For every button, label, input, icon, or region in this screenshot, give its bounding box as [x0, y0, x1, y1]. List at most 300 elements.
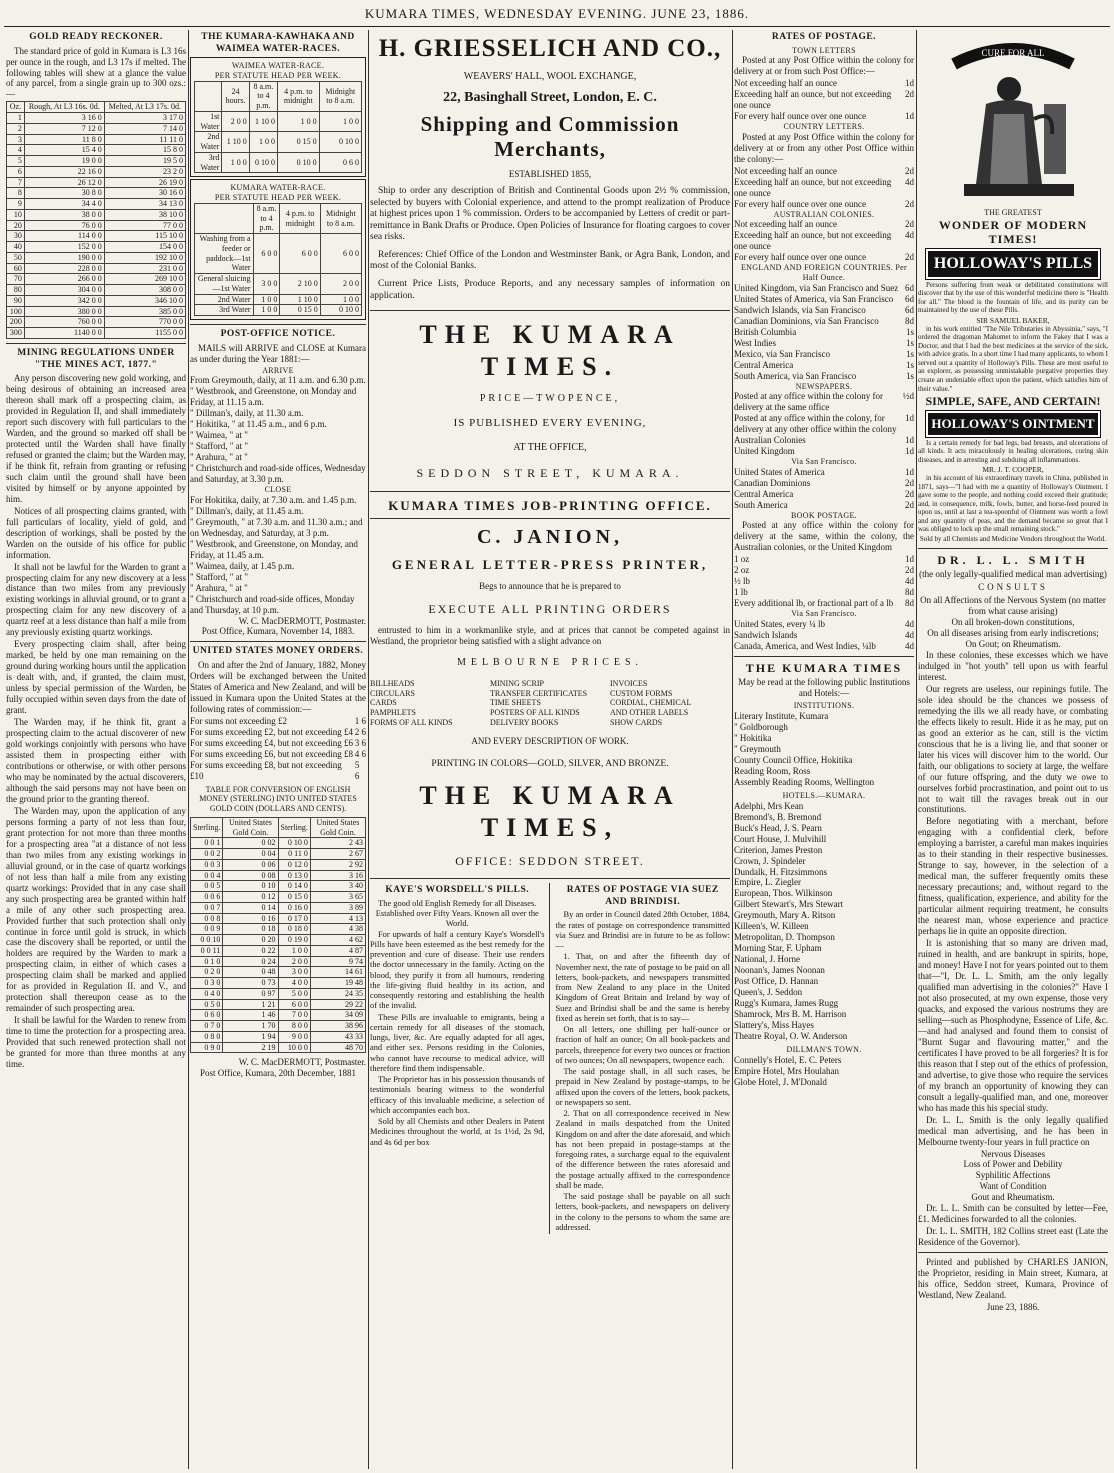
rate-row — [734, 500, 914, 511]
rate-row — [734, 489, 914, 500]
conversion-cell: 0 02 — [223, 838, 278, 849]
gold-cell: 380 0 0 — [24, 306, 104, 317]
gold-cell: 34 13 0 — [104, 199, 185, 210]
gold-cell: 50 — [7, 252, 25, 263]
hotel-item: Gilbert Stewart's, Mrs Stewart — [734, 899, 844, 910]
rate-row-label: Canada, America, and West Indies, ¼lb — [734, 640, 876, 651]
arrive-line: From Greymouth, daily, at 11 a.m. and 6.30 p.m. — [190, 375, 366, 386]
janion-begs: Begs to announce that he is prepared to — [479, 581, 621, 592]
gold-cell: 76 0 0 — [24, 220, 104, 231]
kumara-cell: 2 10 0 — [280, 274, 320, 295]
conversion-cell: 4 62 — [310, 935, 365, 946]
column-rule — [916, 30, 917, 1469]
rate-row-value: ½d — [902, 391, 914, 402]
gold-row — [7, 317, 186, 328]
conversion-cell: 0 16 0 — [278, 902, 310, 913]
rate-row — [734, 446, 914, 457]
printing-item: FORMS OF ALL KINDS — [370, 717, 453, 727]
conversion-row — [191, 913, 366, 924]
conversion-cell: 0 13 0 — [278, 870, 310, 881]
conversion-cell: 0 17 0 — [278, 913, 310, 924]
australian-rates — [734, 219, 914, 263]
waimea-cell: 1 10 0 — [249, 111, 277, 132]
gold-cell: 80 — [7, 285, 25, 296]
conversion-cell: 0 0 11 — [191, 945, 223, 956]
rate-row — [734, 371, 914, 382]
wonder-label: WONDER OF MODERN TIMES! — [938, 217, 1088, 247]
kumara-box — [190, 179, 366, 320]
conversion-row — [191, 935, 366, 946]
janion-name: C. JANION, — [476, 525, 624, 548]
rate-row-label: Sandwich Islands, via San Francisco — [734, 304, 866, 315]
gold-row — [7, 156, 186, 167]
dr-p2: Our regrets are useless, our repinings futile. The sole idea should be the chances we possess of remedying the ills we all ready have, or combating the effects likely to result. Hide it as he may, put on as good an exterior as he can, still is the victim conscious that he is a living lie, and that sooner or later his vices will discover him to the world. Our faith, our obligations to society at large, the welfare of our future offspring, and the duty we owe to ourselves forbid procrastination, and point out to us not to wait till the ravages break out in our constitutions. — [918, 683, 1108, 815]
conversion-row — [191, 945, 366, 956]
rate-row-label: United States of America, via San Francisco — [734, 293, 894, 304]
money-order-rate — [190, 738, 366, 749]
column-postage — [734, 30, 914, 1469]
institution-item: County Council Office, Hokitika — [734, 755, 853, 766]
water-races-title: THE KUMARA-KAWHAKA AND WAIMEA WATER-RACES. — [201, 32, 355, 54]
conversion-header: United States Gold Coin. — [223, 817, 278, 838]
conversion-row — [191, 849, 366, 860]
conversion-cell: 0 0 6 — [191, 892, 223, 903]
hygeia-figure-icon — [924, 34, 1102, 204]
conversion-cell: 9 0 0 — [278, 1031, 310, 1042]
gold-cell: 114 0 0 — [24, 231, 104, 242]
gold-cell: 30 16 0 — [104, 188, 185, 199]
rate-row-label: ½ lb — [734, 576, 751, 587]
waimea-table — [194, 81, 362, 174]
money-order-rate-label: For sums exceeding £4, but not exceeding £6 — [190, 737, 353, 748]
post-office-date: Post Office, Kumara, November 14, 1883. — [201, 626, 355, 637]
hotel-item: Shamrock, Mrs B. M. Harrison — [734, 1009, 847, 1020]
england-rates — [734, 283, 914, 382]
cooper-name: MR. J. T. COOPER, — [982, 465, 1044, 475]
rate-row-label: Posted at any office within the colony for delivery at the same office — [734, 391, 884, 413]
kumara-header: Midnight to 8 a.m. — [320, 203, 361, 233]
kumara-cell: 1 0 0 — [320, 294, 361, 305]
mining-regulations-body — [6, 373, 186, 1070]
kumara-times-title-2: THE KUMARA TIMES, — [419, 781, 681, 842]
close-line: " Dillman's, daily, at 11.45 a.m. — [190, 505, 304, 516]
gold-row — [7, 263, 186, 274]
conversion-row — [191, 924, 366, 935]
kumara-times-published: IS PUBLISHED EVERY EVENING, — [453, 416, 647, 429]
rate-row — [734, 199, 914, 210]
hotel-item: Greymouth, Mary A. Ritson — [734, 910, 836, 921]
griesselich-price-lists: Current Price Lists, Produce Reports, and any necessary samples of information on application. — [370, 279, 730, 301]
rate-row-value: 1d — [905, 413, 914, 424]
gold-cell: 308 0 0 — [104, 285, 185, 296]
conversion-row — [191, 999, 366, 1010]
money-orders-text: On and after the 2nd of January, 1882, Money Orders will be exchanged between the United States of America and New Zealand, and will be issued in Kumara upon the United States at the following rates of commission:— — [190, 660, 366, 714]
rate-row-label: Not exceeding half an ounce — [734, 219, 837, 230]
gold-row — [7, 177, 186, 188]
close-line: " Westbrook, and Greenstone, on Monday, and Friday, at 11.45 a.m. — [190, 538, 358, 560]
gold-row — [7, 285, 186, 296]
money-order-rate-value: 1 6 — [354, 715, 366, 726]
conversion-cell: 2 43 — [310, 838, 365, 849]
money-order-rate — [190, 749, 366, 760]
conversion-cell: 4 87 — [310, 945, 365, 956]
hotel-item: Empire Hotel, Mrs Houlahan — [734, 1065, 839, 1076]
rate-row-label: For every half ounce over one ounce — [734, 111, 866, 122]
institution-item: Assembly Reading Rooms, Wellington — [734, 776, 875, 787]
kumara-header: 4 p.m. to midnight — [280, 203, 320, 233]
rate-row-label: Central America — [734, 488, 794, 499]
gold-cell: 200 — [7, 317, 25, 328]
conversion-cell: 4 13 — [310, 913, 365, 924]
conversion-cell: 0 10 — [223, 881, 278, 892]
rate-row-value: 8d — [905, 315, 914, 326]
every-description: AND EVERY DESCRIPTION OF WORK. — [471, 735, 629, 746]
waimea-header: 24 hours. — [222, 81, 249, 111]
rate-row — [734, 111, 914, 122]
rate-row — [734, 467, 914, 478]
rate-row-label: Exceeding half an ounce, but not exceeding one ounce — [734, 176, 892, 198]
gold-cell: 19 5 0 — [104, 156, 185, 167]
waimea-cell: 2nd Water — [195, 132, 222, 153]
conversion-cell: 0 12 0 — [278, 859, 310, 870]
rate-row-value: 2d — [905, 165, 914, 176]
kumara-cell: General sluicing—1st Water — [195, 274, 254, 295]
dr-p4: It is astonishing that so many are driven mad, ruined in health, and are bankrupt in spirits, hope, and money! Have I not for years pointed out to them that—"I, Dr. L. L. Smith, am the only legally qualified man advertising in the colonies?" Have I not also prosecuted, at my own expense, those very quacks, and exposed the various nostrums they are selling—such as Phosphodyne, Essence of Life, &c.—and had analysed and found them to consist of "Burnt Sugar and flavouring matter," and the certificates I have proved to be all forgeries? It is for this reason that I step out of the ethics of profession, and advertise, to give those who require the services of my branch an opportunity of knowing they can consult a legally-qualified man, and one, moreover who has made this his special study. — [918, 938, 1108, 1113]
conversion-cell: 0 12 — [223, 892, 278, 903]
gold-cell: 8 — [7, 188, 25, 199]
rate-row — [734, 316, 914, 327]
kumara-cell: 2nd Water — [195, 294, 254, 305]
conversion-cell: 48 70 — [310, 1042, 365, 1053]
conversion-cell: 2 92 — [310, 859, 365, 870]
griesselich-trade: Shipping and Commission Merchants, — [420, 111, 680, 162]
conversion-cell: 2 67 — [310, 849, 365, 860]
conversion-row — [191, 1042, 366, 1053]
hotels-list — [734, 801, 914, 1042]
rate-row-value: 2d — [905, 198, 914, 209]
printing-colors: PRINTING IN COLORS—GOLD, SILVER, AND BRONZE. — [431, 758, 669, 769]
gold-cell: 7 14 0 — [104, 123, 185, 134]
baker-name: SIR SAMUEL BAKER, — [976, 315, 1050, 325]
conversion-cell: 0 18 — [223, 924, 278, 935]
printing-item: MINING SCRIP — [490, 678, 545, 688]
consults-label: CONSULTS — [978, 582, 1048, 593]
mining-paragraph: Every prospecting claim shall, after being marked, be held by one man remaining on the ground during working hours until the application is dealt with, and, if granted, the claim must, unless by special permission of the Warden, be fully occupied within seven days from the date of grant. — [6, 639, 186, 716]
gold-cell: 70 — [7, 274, 25, 285]
rate-row — [734, 554, 914, 565]
conversion-cell: 0 97 — [223, 988, 278, 999]
gold-row — [7, 328, 186, 339]
rate-row-value: 6d — [905, 282, 914, 293]
rate-row — [734, 598, 914, 609]
hotel-item: Criterion, James Preston — [734, 844, 823, 855]
book-postage-heading: BOOK POSTAGE. — [791, 510, 857, 520]
conversion-signature: W. C. MacDERMOTT, Postmaster. — [238, 1057, 366, 1068]
melbourne-prices: MELBOURNE PRICES. — [456, 656, 644, 668]
rate-row-label: For every half ounce over one ounce — [734, 198, 866, 209]
dr-p5: Dr. L. L. Smith is the only legally qualified medical man advertising, and he has been in Melbourne twenty-four years in full practice on — [918, 1114, 1108, 1147]
holloway-illustration — [924, 34, 1102, 204]
arrive-heading: ARRIVE — [262, 365, 294, 375]
conversion-cell: 0 48 — [223, 967, 278, 978]
conversion-cell: 0 0 10 — [191, 935, 223, 946]
printing-item: DELIVERY BOOKS — [490, 717, 559, 727]
arrive-line: " Dillman's, daily, at 11.30 a.m. — [190, 408, 304, 419]
rate-row-value: 4d — [905, 640, 914, 651]
waimea-cell: 1 10 0 — [222, 132, 249, 153]
rate-row-label: United States, every ¼ lb — [734, 618, 825, 629]
gold-cell: 3 16 0 — [24, 113, 104, 124]
hotel-item: Rugg's Kumara, James Rugg — [734, 998, 839, 1009]
town-rates — [734, 78, 914, 122]
kumara-times-price: PRICE—TWOPENCE, — [479, 392, 621, 404]
gold-cell: 90 — [7, 295, 25, 306]
mining-paragraph: The Warden may, upon the application of any persons forming a party of not less than four, grant protection for not more than three months for a prospecting area "at a distance of not less than two miles from any existing workings in alluvial ground, or in the case of quartz workings of not less than half a mile from any existing quartz workings: Provided that in any case shall any such prospecting area be granted within half a mile of any other such prospecting area. Provided further that such protection shall only continue in force until gold is struck, in which case the discovery shall be reported, or until the holders are required by the Warden to mark a prospecting claim, in either of which cases a prospecting claim shall be marked and applied for as provided in Regulation II. and V., and protection shall thereupon cease as to the remainder of such prospecting area. — [6, 805, 186, 1014]
rate-row — [734, 327, 914, 338]
conversion-cell: 4 0 0 — [278, 978, 310, 989]
close-line: " Stafford, " at " — [190, 571, 249, 582]
conversion-cell: 0 0 7 — [191, 902, 223, 913]
waimea-title: WAIMEA WATER-RACE. — [231, 61, 325, 71]
dr-consult-line: On all broken-down constitutions, — [951, 617, 1075, 627]
kumara-row — [195, 274, 362, 295]
rate-row-value: 1d — [905, 466, 914, 477]
mining-paragraph: It shall not be lawful for the Warden to grant a prospecting claim for any new discovery at a less distance than two miles from any previously existing workings in alluvial ground, or to grant a prospecting claim for any new discovery of a quartz reef at a less distance than half a mile from any previously existing quartz workings. — [6, 561, 186, 638]
gold-cell: 23 2 0 — [104, 166, 185, 177]
divider — [190, 641, 366, 642]
conversion-cell: 6 0 0 — [278, 999, 310, 1010]
rate-row-value: 1d — [905, 554, 914, 565]
waimea-cell: 1 0 0 — [278, 111, 320, 132]
gold-cell: 7 12 0 — [24, 123, 104, 134]
divider — [918, 548, 1108, 549]
brindisi-p4: The said postage shall, in all such cases, be prepaid in New Zealand by postage-stamps, to be affixed upon the covers of the letters, book packets, or newspapers so sent. — [555, 1067, 730, 1107]
waimea-cell: 3rd Water — [195, 152, 222, 173]
mining-paragraph: Any person discovering new gold working, and being desirous of obtaining an increased area thereon shall mark off a prospecting claim, as provided in Regulation II, and shall immediately report such discovery with full particulars to the Warden, and the ground so marked off shall be protected until the Warden shall have finally refused or granted the claim; but the Warden may, if he think fit, refrain from granting or refusing such claim until the ground shall have been visited by himself or by anyone appointed by him. — [6, 373, 186, 504]
conversion-cell: 0 14 — [223, 902, 278, 913]
conversion-cell: 14 61 — [310, 967, 365, 978]
sf-rates — [734, 467, 914, 511]
gold-cell: 38 10 0 — [104, 209, 185, 220]
rate-row — [734, 252, 914, 263]
greatest-label: THE GREATEST — [984, 208, 1042, 217]
kumara-header: 8 a.m. to 4 p.m. — [253, 203, 280, 233]
kumara-times-office: AT THE OFFICE, — [513, 442, 587, 454]
gold-cell: 152 0 0 — [24, 242, 104, 253]
conversion-row — [191, 1031, 366, 1042]
conversion-date: Post Office, Kumara, 20th December, 1881 — [200, 1068, 356, 1079]
arrive-line: " Christchurch and road-side offices, Wednesday and Saturday, at 3.30 p.m. — [190, 463, 366, 485]
hotel-item: Buck's Head, J. S. Pearn — [734, 822, 822, 833]
kayes-pills-ad — [370, 883, 550, 1234]
divider — [370, 310, 730, 311]
kumara-per: PER STATUTE HEAD PER WEEK. — [214, 193, 342, 203]
rate-row — [734, 219, 914, 230]
gold-reckoner-title: GOLD READY RECKONER. — [29, 32, 163, 42]
hotel-item: Metropolitan, D. Thompson — [734, 932, 835, 943]
arrive-line: " Westbrook, and Greenstone, on Monday and Friday, at 11.15 a.m. — [190, 386, 357, 408]
griesselich-references: References: Chief Office of the London and Westminster Bank, or Agra Bank, London, and most of the Colonial Banks. — [370, 249, 730, 272]
rate-row-label: Not exceeding half an ounce — [734, 78, 837, 89]
conversion-cell: 0 22 — [223, 945, 278, 956]
hollowa-pills-banner: HOLLOWAY'S PILLS — [926, 249, 1100, 279]
country-letters-text: Posted at any Post Office within the colony for delivery at or from any other Post Office within the colony:— — [734, 131, 914, 164]
divider — [918, 1252, 1108, 1253]
gold-cell: 266 0 0 — [24, 274, 104, 285]
conversion-header: Sterling. — [191, 817, 223, 838]
rate-row-label: United Kingdom — [734, 446, 795, 457]
dr-address: Dr. L. L. SMITH, 182 Collins street east (Late the Residence of the Governor). — [918, 1226, 1108, 1248]
conversion-cell: 0 2 0 — [191, 967, 223, 978]
conversion-cell: 0 0 5 — [191, 881, 223, 892]
brindisi-p1: By an order in Council dated 28th October, 1884, the rates of postage on correspondence transmitted via Suez and Brindisi are in future to be as follow:— — [555, 910, 730, 951]
conversion-cell: 0 15 0 — [278, 892, 310, 903]
rate-row-value: 4d — [905, 629, 914, 640]
kumara-cell: 1 0 0 — [253, 305, 280, 316]
close-line: " Christchurch and road-side offices, Monday and Thursday, at 10 p.m. — [190, 593, 355, 615]
printing-item: CORDIAL, CHEMICAL — [610, 698, 692, 708]
arrive-line: " Waimea, " at " — [190, 430, 248, 441]
gold-row — [7, 145, 186, 156]
divider — [370, 518, 730, 519]
gold-cell: 346 10 0 — [104, 295, 185, 306]
rate-row — [734, 283, 914, 294]
where-read-title: THE KUMARA TIMES — [745, 660, 903, 675]
rate-row-label: British Columbia — [734, 326, 797, 337]
masthead-rule — [4, 26, 1110, 27]
conversion-cell: 0 0 4 — [191, 870, 223, 881]
waimea-cell: 0 10 0 — [319, 132, 361, 153]
column-water-races — [190, 30, 366, 1469]
conversion-cell: 0 0 9 — [191, 924, 223, 935]
janion-trade: GENERAL LETTER-PRESS PRINTER, — [391, 557, 709, 573]
divider — [190, 324, 366, 325]
conversion-cell: 34 09 — [310, 1010, 365, 1021]
job-printing-title: KUMARA TIMES JOB-PRINTING OFFICE. — [388, 498, 712, 513]
rate-row-label: Exceeding half an ounce, but not exceeding one ounce — [734, 230, 892, 252]
conversion-cell: 0 06 — [223, 859, 278, 870]
rate-row-label: Australian Colonies — [734, 435, 806, 446]
conversion-cell: 1 21 — [223, 999, 278, 1010]
brindisi-p3: On all letters, one shilling per half-ounce or fraction of half an ounce; On all book-packets and parcels, threepence for every two ounces or fraction of two ounces; On all newspapers, twopence each. — [555, 1025, 730, 1065]
money-order-rate-label: For sums exceeding £2, but not exceeding £4 — [190, 726, 353, 737]
gold-cell: 34 4 0 — [24, 199, 104, 210]
gold-row — [7, 209, 186, 220]
rate-row-label: For every half ounce over one ounce — [734, 252, 866, 263]
conversion-cell: 0 8 0 — [191, 1031, 223, 1042]
dr-disease-item: Loss of Power and Debility — [963, 1159, 1063, 1170]
gold-cell: 30 — [7, 231, 25, 242]
dr-smith-title: DR. L. L. SMITH — [937, 552, 1089, 567]
rate-row — [734, 619, 914, 630]
gold-table — [6, 101, 186, 339]
conversion-cell: 38 96 — [310, 1021, 365, 1032]
gold-row — [7, 113, 186, 124]
close-line: For Hokitika, daily, at 7.30 a.m. and 1.45 p.m. — [190, 494, 357, 505]
hotel-item: Slattery's, Miss Hayes — [734, 1020, 814, 1031]
conversion-cell: 3 0 0 — [278, 967, 310, 978]
conversion-cell: 9 74 — [310, 956, 365, 967]
gold-cell: 760 0 0 — [24, 317, 104, 328]
conversion-title: TABLE FOR CONVERSION OF ENGLISH MONEY (STERLING) INTO UNITED STATES GOLD COIN (DOLLARS AND CENTS). — [199, 784, 357, 814]
institutions-list — [734, 711, 914, 788]
rate-row-value: 8d — [905, 587, 914, 598]
gold-cell: 231 0 0 — [104, 263, 185, 274]
gold-cell: 154 0 0 — [104, 242, 185, 253]
gold-row — [7, 188, 186, 199]
kumara-cell: 6 0 0 — [253, 234, 280, 274]
divider — [6, 343, 186, 344]
dr-disease-item: Syphilitic Affections — [975, 1170, 1051, 1181]
gold-cell: 40 — [7, 242, 25, 253]
rate-row-value: 1s — [905, 370, 914, 381]
rate-row-value: 4d — [905, 576, 914, 587]
gold-cell: 15 4 0 — [24, 145, 104, 156]
rate-row-value: 8d — [905, 598, 914, 609]
column-gold-reckoner — [6, 30, 186, 1469]
conversion-cell: 0 0 2 — [191, 849, 223, 860]
conversion-row — [191, 967, 366, 978]
waimea-box — [190, 57, 366, 177]
hotel-item: Post Office, D. Hannan — [734, 976, 819, 987]
rate-row-label: Canadian Dominions, via San Francisco — [734, 315, 879, 326]
rate-row-value: 4d — [905, 176, 914, 187]
conversion-cell: 3 40 — [310, 881, 365, 892]
conversion-cell: 0 9 0 — [191, 1042, 223, 1053]
rate-row-label: Every additional lb, or fractional part of a lb — [734, 598, 894, 609]
conversion-cell: 1 0 0 — [278, 945, 310, 956]
via-sf-heading: Via San Francisco. — [791, 457, 857, 467]
dr-disease-item: Nervous Diseases — [980, 1148, 1046, 1159]
rate-row-value: 1s — [905, 359, 914, 370]
rate-row-label: United Kingdom, via San Francisco and Suez — [734, 282, 899, 293]
column-advertisements — [370, 30, 730, 1469]
rate-row-value: 1s — [905, 337, 914, 348]
rate-row-value: 2d — [905, 565, 914, 576]
money-order-rate-label: For sums not exceeding £2 — [190, 715, 287, 726]
kayes-p3: The Proprietor has in his possession thousands of testimonials bearing witness to the wonderful efficacy of this invaluable medicine, a selection of which accompanies each box. — [370, 1075, 545, 1115]
institution-item: " Hokitika — [734, 733, 772, 744]
column-rule — [188, 30, 189, 1469]
australian-heading: AUSTRALIAN COLONIES. — [773, 209, 875, 219]
rate-row-value: 2d — [905, 488, 914, 499]
conversion-cell: 0 3 0 — [191, 978, 223, 989]
town-letters-heading: TOWN LETTERS — [792, 45, 856, 55]
close-line: " Arahura, " at " — [190, 582, 248, 593]
hotel-item: Theatre Royal, O. W. Anderson — [734, 1031, 848, 1042]
rate-row — [734, 78, 914, 89]
column-rule — [732, 30, 733, 1469]
via-sf-heading-2: Via San Francisco. — [791, 609, 857, 619]
where-read-text: May be read at the following public Institutions and Hotels:— — [738, 677, 910, 699]
conversion-header: Sterling. — [278, 817, 310, 838]
rate-row-label: Exceeding half an ounce, but not exceeding one ounce — [734, 89, 892, 111]
rate-row — [734, 413, 914, 435]
hotel-item: Killeen's, W. Killeen — [734, 921, 809, 932]
gold-cell: 304 0 0 — [24, 285, 104, 296]
kumara-cell: 6 0 0 — [320, 234, 361, 274]
conversion-row — [191, 1010, 366, 1021]
waimea-header: 4 p.m. to midnight — [278, 81, 320, 111]
gold-cell: 3 — [7, 134, 25, 145]
griesselich-address-1: WEAVERS' HALL, WOOL EXCHANGE, — [463, 70, 637, 82]
hotel-item: Globe Hotel, J. M'Donald — [734, 1076, 827, 1087]
gold-cell: 300 — [7, 328, 25, 339]
money-order-rate-label: For sums exceeding £6, but not exceeding £8 — [190, 748, 353, 759]
conversion-cell: 0 18 0 — [278, 924, 310, 935]
money-orders-title: UNITED STATES MONEY ORDERS. — [192, 646, 364, 657]
gold-cell: 1 — [7, 113, 25, 124]
